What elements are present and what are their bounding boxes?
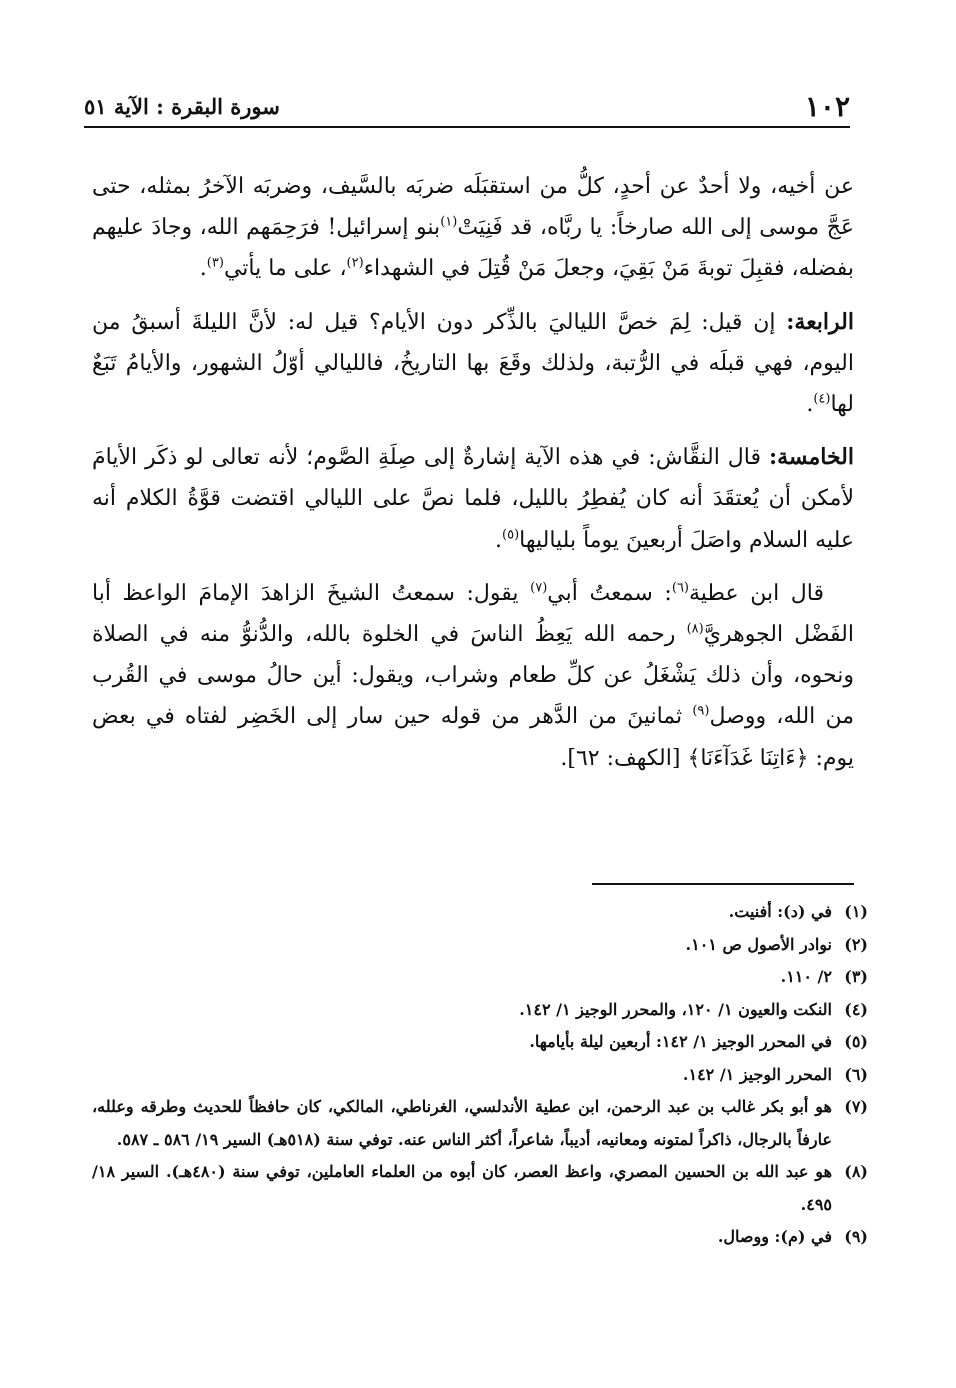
paragraph-1-text-a: عن أخيه، ولا أحدٌ عن أحدٍ، كلُّ من استقبَلَه ضربَه بالسَّيف، وضربَه الآخرُ بمثله، حتى عَجَّ موسى إلى الله صارخاً: يا ربَّاه، قد فَنِيَتْ <box>92 174 855 241</box>
footnote-text: المحرر الوجيز ١/ ١٤٢. <box>682 1064 832 1084</box>
footnote-4 <box>92 994 868 1027</box>
footnote-9 <box>92 1221 868 1254</box>
footnote-number: (٧) <box>844 1097 868 1116</box>
paragraph-4-text-c: يقول: سمعتُ الشيخَ الزاهدَ الإمامَ الواعظ أبا الفَضْل الجوهريَّ <box>92 580 854 648</box>
paragraph-1-text-b: بنو إسرائيل! فرَحِمَهم الله، وجادَ عليهم بفضله، فقبِلَ توبةَ مَنْ بَقِيَ، وجعلَ مَنْ قُتِلَ في الشهداء <box>92 215 854 282</box>
footnote-text: في (م): ووصال. <box>717 1227 832 1246</box>
footnote-divider <box>592 883 854 885</box>
paragraph-3 <box>92 437 854 561</box>
page-number: ١٠٢ <box>804 89 850 123</box>
footnote-ref-8: (٨) <box>686 621 704 637</box>
footnote-number: (٣) <box>844 967 868 986</box>
footnote-number: (٨) <box>844 1162 868 1181</box>
paragraph-3-lead: الخامسة: <box>768 444 854 471</box>
footnote-8 <box>92 1156 868 1221</box>
paragraph-4 <box>92 573 854 779</box>
paragraph-2 <box>92 302 854 426</box>
footnote-number: (٤) <box>844 999 868 1019</box>
footnote-1 <box>92 896 868 929</box>
paragraph-1-text-c: ، على ما يأتي <box>223 256 347 282</box>
footnote-text: ٢/ ١١٠. <box>780 967 832 986</box>
footnote-7 <box>92 1091 868 1156</box>
paragraph-4-text-e: ثمانينَ من الدَّهر من قوله حين سار إلى الخَضِر لفتاه في بعض يوم: ﴿ءَاتِنَا غَدَآءَنَا﴾ [الكهف: ٦٢]. <box>92 704 854 771</box>
paragraph-2-text-b: . <box>806 392 814 418</box>
footnote-text: نوادر الأصول ص ١٠١. <box>685 934 832 954</box>
footnote-number: (٩) <box>844 1227 868 1246</box>
footnote-6 <box>92 1059 868 1092</box>
footnote-ref-3: (٣) <box>206 256 224 272</box>
paragraph-2-lead: الرابعة: <box>786 308 854 335</box>
footnote-ref-4: (٤) <box>813 391 831 407</box>
footnote-ref-1: (١) <box>440 214 458 230</box>
footnote-number: (٦) <box>844 1064 868 1084</box>
footnote-ref-5: (٥) <box>502 527 520 543</box>
footnote-text: النكت والعيون ١/ ١٢٠، والمحرر الوجيز ١/ ١٤٢. <box>519 999 832 1019</box>
paragraph-4-text-a: قال ابن عطية <box>689 580 825 606</box>
footnote-3 <box>92 961 868 994</box>
running-title: سورة البقرة : الآية ٥١ <box>84 93 280 119</box>
footnote-ref-6: (٦) <box>671 580 689 596</box>
main-text <box>92 166 854 791</box>
footnote-ref-9: (٩) <box>692 704 710 720</box>
footnote-5 <box>92 1026 868 1059</box>
paragraph-1 <box>92 166 854 290</box>
footnote-2 <box>92 929 868 962</box>
footnote-text: هو أبو بكر غالب بن عبد الرحمن، ابن عطية الأندلسي، الغرناطي، المالكي، كان حافظاً للحديث وطرقه وعلله، عارفاً بالرجال، ذاكراً لمتونه ومعانيه، أديباً، شاعراً، أكثر الناس عنه. توفي سنة (٥١٨هـ) السير ١٩/ ٥٨٦ ـ ٥٨٧. <box>92 1097 832 1149</box>
paragraph-1-text-d: . <box>199 256 207 282</box>
paragraph-4-text-b: : سمعتُ أبي <box>547 580 672 606</box>
paragraph-4-text-d: رحمه الله يَعِظُ الناسَ في الخلوة بالله، والدُّنوُّ منه في الصلاة ونحوه، وأن ذلك يَشْغَلُ عن كلِّ طعام وشراب، ويقول: أين حالُ موسى في القُرب من الله، ووصل <box>92 622 854 730</box>
paragraph-3-text-a: قال النقَّاش: في هذه الآية إشارةٌ إلى صِلَةِ الصَّوم؛ لأنه تعالى لو ذكَر الأيامَ لأمكن أن يُعتقَدَ أنه كان يُفطِرُ بالليل، فلما نصَّ على الليالي اقتضت قوَّةُ الكلام أنه عليه السلام واصَلَ أربعينَ يوماً بلياليها <box>92 445 854 553</box>
footnote-ref-2: (٢) <box>346 256 364 272</box>
footnotes <box>92 896 868 1254</box>
footnote-ref-7: (٧) <box>530 580 548 596</box>
paragraph-3-text-b: . <box>495 527 502 553</box>
paragraph-2-text-a: إن قيل: لِمَ خصَّ اللياليَ بالذِّكر دون الأيام؟ قيل له: لأنَّ الليلةَ أسبقُ من اليوم، فهي قبلَه في الرُّتبة، ولذلك وقَعَ بها التاريخُ، فالليالي أوّلُ الشهور، والأيامُ تَبَعٌ لها <box>92 309 854 418</box>
footnote-text: هو عبد الله بن الحسين المصري، واعظ العصر، كان أبوه من العلماء العاملين، توفي سنة (٤٨٠هـ). السير ١٨/ ٤٩٥. <box>92 1162 833 1214</box>
footnote-text: في المحرر الوجيز ١/ ١٤٢: أربعين ليلة بأيامها. <box>529 1032 832 1051</box>
footnote-text: في (د): أفنيت. <box>728 902 832 921</box>
footnote-number: (١) <box>844 902 868 921</box>
page-header <box>84 86 850 128</box>
footnote-number: (٢) <box>844 934 868 954</box>
footnote-number: (٥) <box>844 1032 868 1051</box>
